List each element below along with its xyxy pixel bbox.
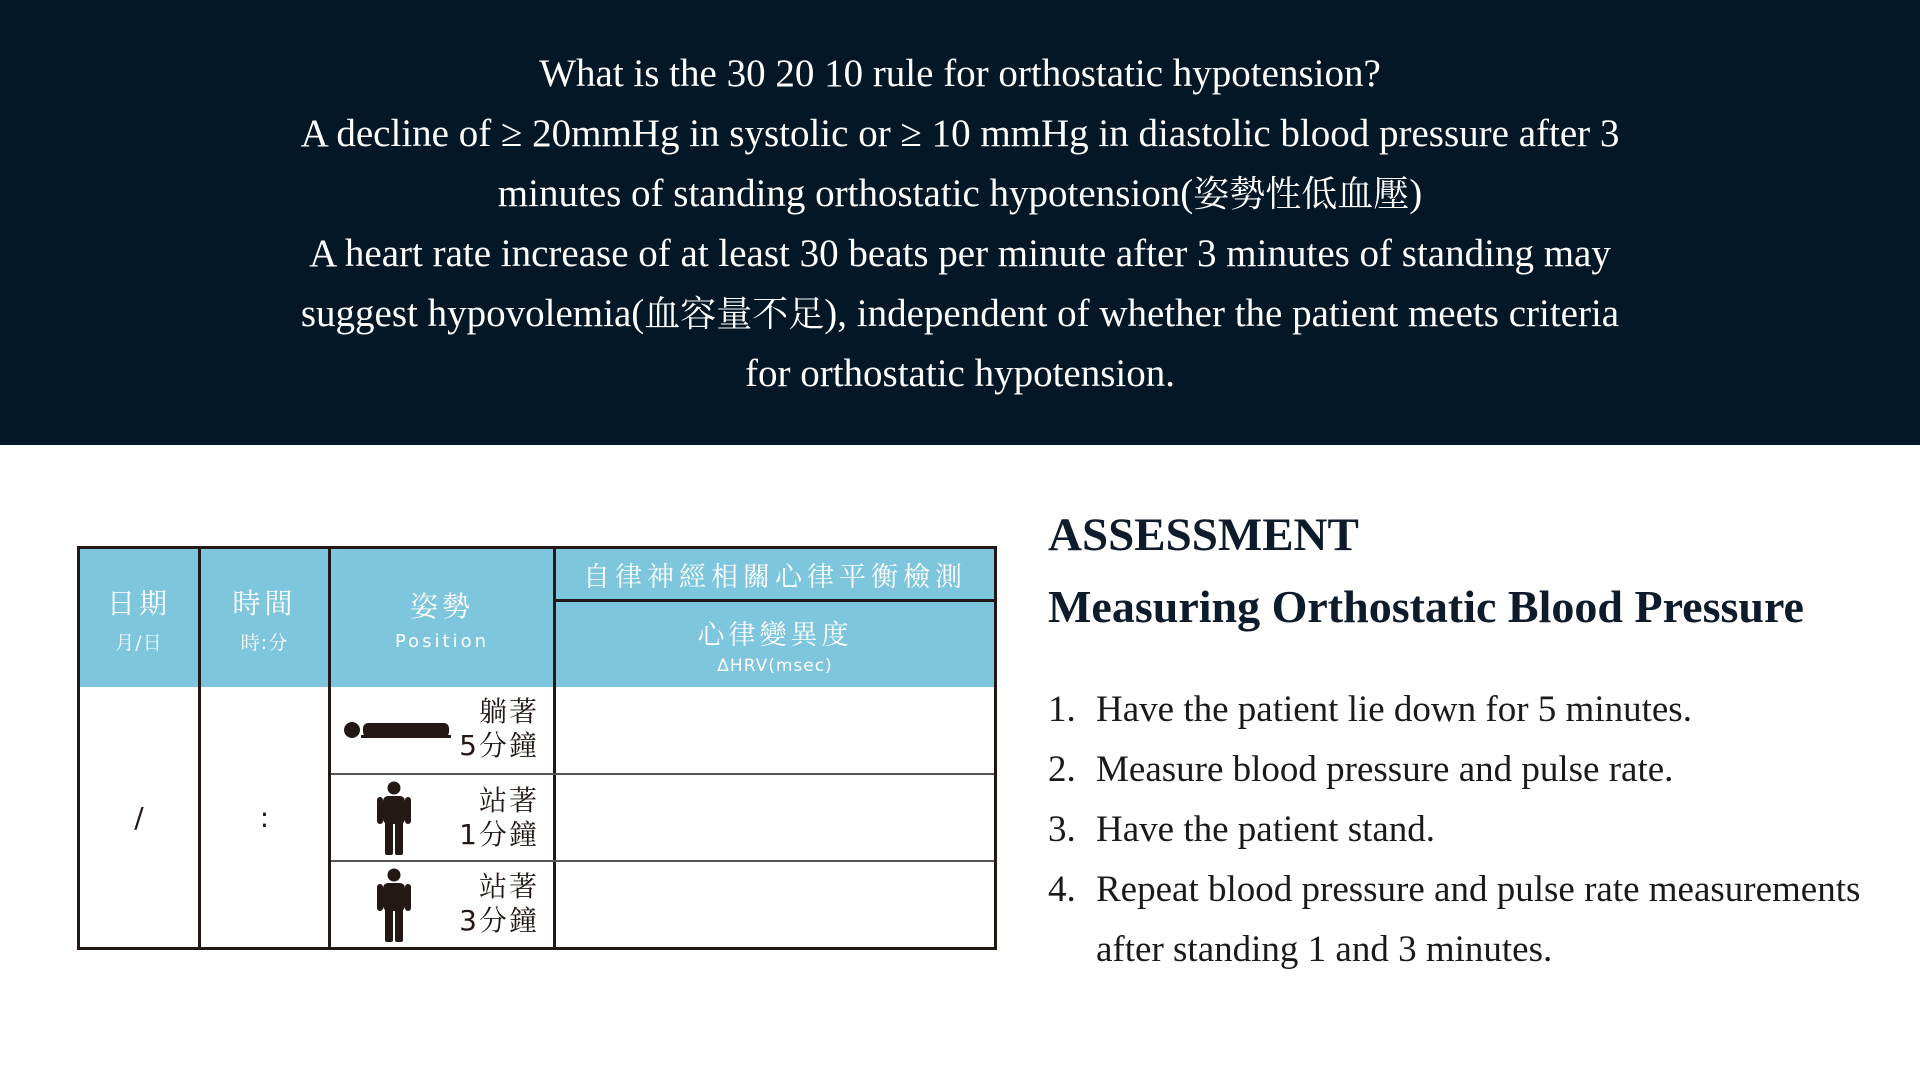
- banner-text-block: [230, 44, 1690, 404]
- date-header-label: 日期: [106, 586, 171, 620]
- banner-line: [230, 104, 1690, 164]
- date-header-sub: 月/日: [115, 631, 163, 654]
- position-label-line2: 5分鐘: [459, 729, 539, 762]
- step-text: Repeat blood pressure and pulse rate measurements after standing 1 and 3 minutes.: [1096, 869, 1861, 970]
- hrv-header-sub: ΔHRV(msec): [717, 656, 833, 676]
- standing-person-icon: [377, 868, 411, 942]
- banner-text: 血容量不足: [644, 294, 825, 335]
- banner-text: ): [1409, 172, 1423, 215]
- position-label: [459, 784, 539, 852]
- hrv-record-table: [77, 546, 997, 950]
- position-label: [459, 870, 539, 938]
- banner-text: ), independent of whether the patient meets criteria: [824, 292, 1620, 335]
- position-row-standing-1min: [331, 775, 553, 860]
- date-value[interactable]: /: [134, 800, 144, 834]
- header-banner: [0, 0, 1920, 445]
- step-text: Measure blood pressure and pulse rate.: [1096, 749, 1674, 790]
- date-header: [80, 549, 198, 687]
- step-item: [1048, 740, 1908, 800]
- step-number: 1.: [1048, 689, 1076, 730]
- position-label: [459, 695, 539, 763]
- lying-person-icon: [343, 715, 453, 745]
- position-label-line2: 3分鐘: [459, 904, 539, 937]
- standing-person-icon: [377, 781, 411, 855]
- banner-text: 姿勢性低血壓: [1193, 174, 1410, 215]
- position-header: [331, 549, 553, 687]
- position-row-standing-3min: [331, 862, 553, 947]
- position-label-line1: 躺著: [478, 695, 539, 728]
- step-text: Have the patient lie down for 5 minutes.: [1096, 689, 1692, 730]
- banner-text: suggest hypovolemia(: [300, 292, 645, 335]
- banner-line: [230, 224, 1690, 284]
- hrv-header: [556, 602, 994, 687]
- banner-line: [230, 164, 1690, 224]
- divider: [556, 599, 994, 602]
- hrv-value-row-1[interactable]: [556, 687, 994, 773]
- banner-text: A heart rate increase of at least 30 beats per minute after 3 minutes of standing may: [309, 232, 1611, 275]
- hrv-header-label: 心律變異度: [697, 620, 853, 651]
- banner-line: [230, 344, 1690, 404]
- time-value[interactable]: :: [259, 800, 270, 834]
- step-item: [1048, 680, 1908, 740]
- position-row-lying: [331, 687, 553, 773]
- step-text: Have the patient stand.: [1096, 809, 1436, 850]
- step-item: [1048, 800, 1908, 860]
- hrv-value-row-2[interactable]: [556, 775, 994, 860]
- banner-text: What is the 30 20 10 rule for orthostatic hypotension?: [539, 52, 1381, 95]
- banner-line: [230, 284, 1690, 344]
- position-header-sub: Position: [394, 630, 490, 652]
- assessment-subtitle: Measuring Orthostatic Blood Pressure: [1048, 581, 1804, 632]
- assessment-steps-list: [1048, 680, 1908, 980]
- time-header-sub: 時:分: [240, 631, 289, 654]
- step-number: 3.: [1048, 809, 1076, 850]
- banner-text: A decline of ≥ 20mmHg in systolic or ≥ 10 mmHg in diastolic blood pressure after 3: [300, 112, 1620, 155]
- step-number: 2.: [1048, 749, 1076, 790]
- banner-text: for orthostatic hypotension.: [744, 352, 1175, 395]
- assessment-title: ASSESSMENT: [1048, 509, 1359, 561]
- autonomic-group-title: 自律神經相關心律平衡檢測: [583, 561, 967, 593]
- autonomic-group-header: [556, 549, 994, 599]
- time-header: [201, 549, 328, 687]
- banner-line: [230, 44, 1690, 104]
- position-label-line2: 1分鐘: [459, 818, 539, 851]
- step-number: 4.: [1048, 869, 1076, 910]
- hrv-value-row-3[interactable]: [556, 862, 994, 947]
- position-label-line1: 站著: [478, 784, 539, 817]
- position-header-label: 姿勢: [409, 589, 474, 623]
- position-label-line1: 站著: [478, 870, 539, 903]
- step-item: [1048, 860, 1908, 980]
- time-header-label: 時間: [232, 586, 297, 620]
- banner-text: minutes of standing orthostatic hypotension(: [497, 172, 1194, 215]
